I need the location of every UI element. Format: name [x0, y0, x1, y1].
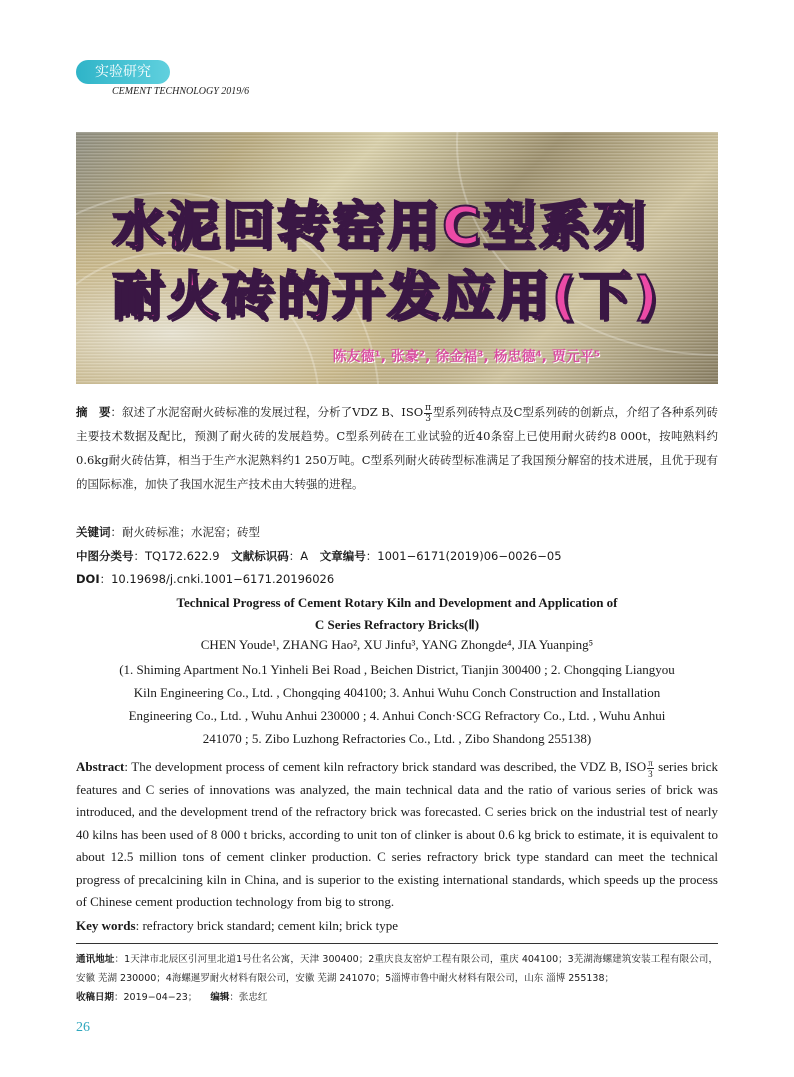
title-banner [76, 132, 718, 384]
english-title: Technical Progress of Cement Rotary Kiln and Development and Application of C Series Refractory Bricks(Ⅱ) [176, 595, 618, 632]
abstract-en: Abstract: The development process of cement kiln refractory brick standard was described, the VDZ B, ISO $\frac{\pi}{3}$ series brick features and C series of innovations was analyzed, the main technical data and the ratio of various series of brick was introduced, and the development trend of the refractory brick was forecasted. C series brick on the industrial test of nearly 40 kilns has been used of 8 000 t bricks, according to unit ton of clinker is about 0.6 kg brick to estimate, it is equivalent to about 12.5 million tons of cement clinker production. C series refractory brick type standard can meet the technical progress of precalcining kiln in China, and is superior to the existing international standards, which speeds up the process of Chinese cement production technology from big to strong. [76, 757, 719, 910]
section-badge: 实验研究 [76, 60, 170, 84]
article-title-line2: 耐火砖的开发应用(下) [112, 267, 661, 327]
abstract-en-text-b: series brick features and C series of innovations was analyzed, the main technical data and the ratio of various series of brick was introduced, and the development trend of the refractory brick was forecasted. C series brick on the industrial test of nearly 40 kilns has been used of 8 000 t bricks, according to unit ton of clinker is about 0.6 kg brick to estimate, it is equivalent to about 12.5 million tons of cement clinker production. C series refractory brick type standard can meet the technical progress of precalcining kiln in China, and is superior to the existing international standards, which speeds up the process of Chinese cement production technology from big to strong. [76, 759, 719, 910]
footnote: 通讯地址：1天津市北辰区引河里北道1号仕名公寓，天津 300400；2重庆良友窑炉工程有限公司，重庆 404100；3芜湖海螺建筑安装工程有限公司，安徽 芜湖 230000；4海螺暹罗耐火材料有限公司，安徽 芜湖 241070；5淄博市鲁中耐火材料有限公司，山东 淄博 255138； 收稿日期：2019−04−23； 编辑：张忠红 [76, 954, 718, 1003]
english-authors: CHEN Youde¹, ZHANG Hao², XU Jinfu³, YANG Zhongde⁴, JIA Yuanping⁵ [200, 637, 594, 652]
keywords-cn: 关键词：耐火砖标准；水泥窑；砖型 [76, 525, 260, 539]
abstract-cn-label: 摘 要 [76, 405, 111, 419]
page-number: 26 [76, 1020, 90, 1035]
pi-over-3-fraction: $\frac{\pi}{3}$ [425, 402, 432, 424]
footnote-divider [76, 943, 718, 944]
keywords-en: Key words: refractory brick standard; cement kiln; brick type [76, 918, 399, 933]
abstract-en-label: Abstract [76, 759, 125, 774]
pi-over-3-fraction-en: $\frac{\pi}{3}$ [648, 757, 653, 779]
abstract-cn-text-b: 型系列砖特点及C型系列砖的创新点，介绍了各种系列砖主要技术数据及配比，预测了耐火砖的发展趋势。C型系列砖在工业试验的近40条窑上已使用耐火砖约8 000t，按吨熟料约0.6kg耐火砖估算，相当于生产水泥熟料约1 250万吨。C型系列耐火砖砖型标准满足了我国预分解窑的技术进展，且优于现有的国际标准，加快了我国水泥生产技术由大转强的进程。 [76, 405, 719, 491]
abstract-cn: 摘 要：叙述了水泥窑耐火砖标准的发展过程，分析了VDZ B、ISO $\frac{\pi}{3}$ 型系列砖特点及C型系列砖的创新点，介绍了各种系列砖主要技术数据及配比，预测了耐火砖的发展趋势。C型系列砖在工业试验的近40条窑上已使用耐火砖约8 000t，按吨熟料约0.6kg耐火砖估算，相当于生产水泥熟料约1 250万吨。C型系列耐火砖砖型标准满足了我国预分解窑的技术进展，且优于现有的国际标准，加快了我国水泥生产技术由大转强的进程。 [76, 402, 719, 491]
doi-line: DOI：10.19698/j.cnki.1001−6171.20196026 [76, 572, 335, 586]
article-authors-cn: 陈友德¹, 张豪², 徐金福³, 杨忠德⁴, 贾元平⁵ [332, 349, 600, 365]
classification-line: 中图分类号：TQ172.622.9 文献标识码：A 文章编号：1001−6171(2019)06−0026−05 [76, 549, 562, 563]
journal-header: CEMENT TECHNOLOGY 2019/6 [112, 86, 250, 97]
article-title-line1: 水泥回转窑用C型系列 [112, 197, 649, 257]
english-affiliations: (1. Shiming Apartment No.1 Yinheli Bei Road , Beichen District, Tianjin 300400 ; 2. Chongqing Liangyou Kiln Engineering Co., Ltd. , Chongqing 404100; 3. Anhui Wuhu Conch Construction and Installation Engineering Co., Ltd. , Wuhu Anhui 230000 ; 4. Anhui Conch·SCG Refractory Co., Ltd. , Wuhu Anhui 241070 ; 5. Zibo Luzhong Refractories Co., Ltd. , Zibo Shandong 255138) [119, 662, 675, 746]
abstract-cn-text-a: 叙述了水泥窑耐火砖标准的发展过程，分析了VDZ B、ISO [122, 405, 424, 419]
